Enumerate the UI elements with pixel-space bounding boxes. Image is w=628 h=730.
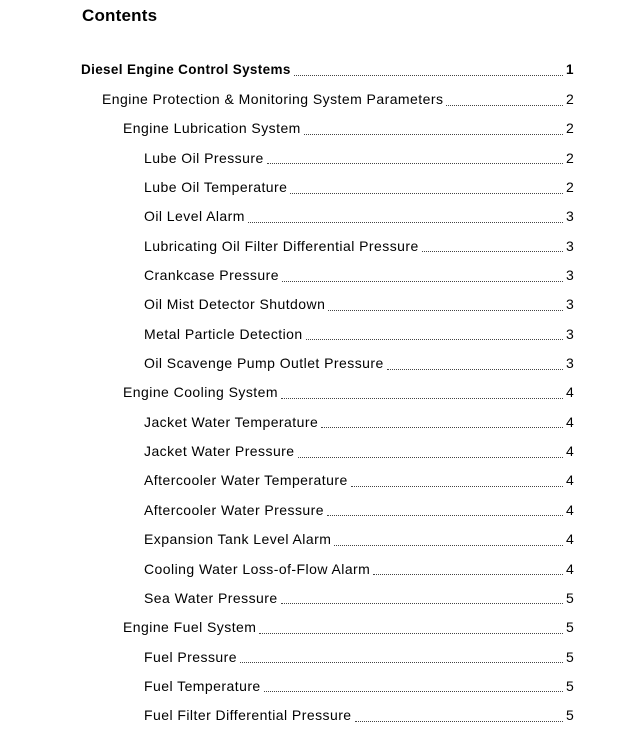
toc-entry-page-number: 2 bbox=[566, 149, 575, 166]
toc-entry[interactable] bbox=[0, 554, 628, 583]
toc-entry-page-number: 3 bbox=[566, 208, 575, 225]
dot-leader bbox=[282, 267, 563, 282]
toc-entry[interactable] bbox=[0, 466, 628, 495]
toc-entry[interactable] bbox=[0, 642, 628, 671]
dot-leader bbox=[259, 619, 563, 634]
toc-entry[interactable] bbox=[0, 319, 628, 348]
toc-entry[interactable] bbox=[0, 613, 628, 642]
toc-entry[interactable] bbox=[0, 84, 628, 113]
dot-leader bbox=[328, 296, 563, 311]
toc-entry-page-number: 4 bbox=[566, 531, 575, 548]
toc-entry-page-number: 2 bbox=[566, 179, 575, 196]
toc-entry[interactable] bbox=[0, 671, 628, 700]
toc-entry-title: Oil Scavenge Pump Outlet Pressure bbox=[144, 355, 384, 372]
toc-entry-title: Oil Mist Detector Shutdown bbox=[144, 296, 326, 313]
dot-leader bbox=[290, 179, 563, 194]
toc-entry-title: Lubricating Oil Filter Differential Pressure bbox=[144, 237, 419, 254]
dot-leader bbox=[334, 531, 563, 546]
toc-entry-page-number: 2 bbox=[566, 120, 575, 137]
toc-entry-title: Metal Particle Detection bbox=[144, 325, 303, 342]
table-of-contents bbox=[0, 55, 628, 730]
toc-entry[interactable] bbox=[0, 583, 628, 612]
toc-entry-page-number: 5 bbox=[566, 589, 575, 606]
toc-entry-page-number: 5 bbox=[566, 648, 575, 665]
toc-entry-title: Fuel Pressure bbox=[144, 648, 237, 665]
toc-entry[interactable] bbox=[0, 348, 628, 377]
toc-entry-title: Jacket Water Pressure bbox=[144, 443, 295, 460]
toc-entry-title: Engine Protection & Monitoring System Parameters bbox=[102, 91, 444, 108]
toc-entry-page-number: 4 bbox=[566, 384, 575, 401]
toc-entry-title: Lube Oil Temperature bbox=[144, 179, 288, 196]
toc-entry-page-number: 3 bbox=[566, 325, 575, 342]
toc-entry[interactable] bbox=[0, 407, 628, 436]
dot-leader bbox=[304, 120, 563, 135]
toc-entry[interactable] bbox=[0, 260, 628, 289]
toc-entry[interactable] bbox=[0, 231, 628, 260]
toc-entry-title: Cooling Water Loss-of-Flow Alarm bbox=[144, 560, 371, 577]
toc-entry[interactable] bbox=[0, 114, 628, 143]
toc-entry[interactable] bbox=[0, 202, 628, 231]
toc-entry-page-number: 3 bbox=[566, 355, 575, 372]
toc-entry-page-number: 3 bbox=[566, 296, 575, 313]
dot-leader bbox=[298, 443, 563, 458]
dot-leader bbox=[373, 560, 563, 575]
toc-entry[interactable] bbox=[0, 436, 628, 465]
toc-entry-page-number: 4 bbox=[566, 501, 575, 518]
toc-entry-title: Fuel Filter Differential Pressure bbox=[144, 707, 352, 724]
toc-entry[interactable] bbox=[0, 143, 628, 172]
dot-leader bbox=[446, 91, 563, 106]
toc-entry-page-number: 3 bbox=[566, 237, 575, 254]
toc-entry[interactable] bbox=[0, 495, 628, 524]
toc-entry-title: Engine Fuel System bbox=[123, 619, 257, 636]
dot-leader bbox=[294, 61, 563, 76]
toc-entry-title: Lube Oil Pressure bbox=[144, 149, 264, 166]
dot-leader bbox=[321, 413, 563, 428]
toc-entry-title: Expansion Tank Level Alarm bbox=[144, 531, 332, 548]
dot-leader bbox=[422, 237, 563, 252]
toc-entry-page-number: 4 bbox=[566, 413, 575, 430]
dot-leader bbox=[281, 384, 563, 399]
dot-leader bbox=[327, 501, 563, 516]
toc-entry-title: Oil Level Alarm bbox=[144, 208, 245, 225]
dot-leader bbox=[248, 208, 563, 223]
toc-entry-page-number: 5 bbox=[566, 677, 575, 694]
toc-entry-title: Jacket Water Temperature bbox=[144, 413, 319, 430]
dot-leader bbox=[355, 707, 563, 722]
toc-entry[interactable] bbox=[0, 55, 628, 84]
toc-entry[interactable] bbox=[0, 172, 628, 201]
page-title: Contents bbox=[82, 6, 158, 25]
toc-entry-page-number: 3 bbox=[566, 267, 575, 284]
toc-entry[interactable] bbox=[0, 378, 628, 407]
dot-leader bbox=[281, 589, 563, 604]
toc-entry-title: Aftercooler Water Pressure bbox=[144, 501, 325, 518]
toc-entry-title: Aftercooler Water Temperature bbox=[144, 472, 348, 489]
toc-entry-page-number: 2 bbox=[566, 91, 575, 108]
dot-leader bbox=[240, 648, 563, 663]
toc-entry-title: Crankcase Pressure bbox=[144, 267, 279, 284]
toc-entry-page-number: 4 bbox=[566, 472, 575, 489]
toc-entry-title: Engine Cooling System bbox=[123, 384, 278, 401]
toc-entry-title: Fuel Temperature bbox=[144, 677, 261, 694]
toc-entry[interactable] bbox=[0, 290, 628, 319]
dot-leader bbox=[306, 325, 563, 340]
toc-entry-page-number: 4 bbox=[566, 443, 575, 460]
toc-entry-title: Sea Water Pressure bbox=[144, 589, 278, 606]
dot-leader bbox=[267, 149, 563, 164]
toc-entry-title: Engine Lubrication System bbox=[123, 120, 301, 137]
toc-entry-title: Diesel Engine Control Systems bbox=[81, 62, 291, 78]
toc-entry[interactable] bbox=[0, 525, 628, 554]
toc-entry-page-number: 5 bbox=[566, 707, 575, 724]
dot-leader bbox=[351, 472, 563, 487]
toc-entry-page-number: 5 bbox=[566, 619, 575, 636]
dot-leader bbox=[264, 677, 563, 692]
toc-entry[interactable] bbox=[0, 701, 628, 730]
toc-entry-page-number: 1 bbox=[566, 62, 574, 78]
dot-leader bbox=[387, 355, 563, 370]
toc-entry-page-number: 4 bbox=[566, 560, 575, 577]
